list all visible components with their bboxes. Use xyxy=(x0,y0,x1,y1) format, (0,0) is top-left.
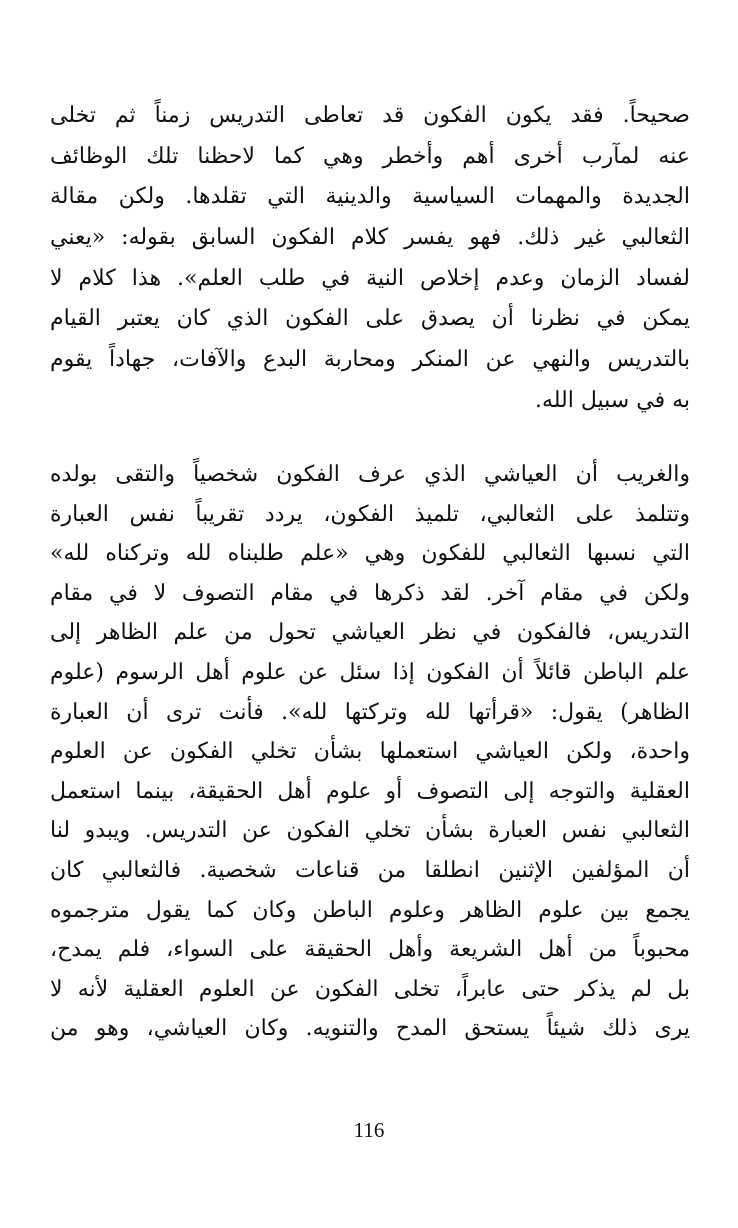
paragraph-2 xyxy=(50,455,690,1049)
paragraph-line: الثعالبي غير ذلك. فهو يفسر كلام الفكون السابق بقوله: «يعني xyxy=(50,225,690,251)
paragraph-line: العقلية والتوجه إلى التصوف أو علوم أهل الحقيقة، بينما استعمل xyxy=(50,778,690,804)
paragraph-line: صحيحاً. فقد يكون الفكون قد تعاطى التدريس زمناً ثم تخلى xyxy=(50,103,690,128)
paragraph-line: الجديدة والمهمات السياسية والدينية التي تقلدها. ولكن مقالة xyxy=(50,184,690,210)
paragraph-line: الثعالبي نفس العبارة بشأن تخلي الفكون عن التدريس. ويبدو لنا xyxy=(50,818,690,844)
paragraph-line: لفساد الزمان وعدم إخلاص النية في طلب العلم». هذا كلام لا xyxy=(50,265,690,291)
paragraph-line: واحدة، ولكن العياشي استعملها بشأن تخلي الفكون عن العلوم xyxy=(50,739,690,765)
paragraph-line: به في سبيل الله. xyxy=(534,387,690,413)
paragraph-line: محبوباً من أهل الشريعة وأهل الحقيقة على السواء، فلم يمدح، xyxy=(50,937,690,963)
paragraph-line: يمكن في نظرنا أن يصدق على الفكون الذي كان يعتبر القيام xyxy=(50,306,690,332)
paragraph-line: علم الباطن قائلاً أن الفكون إذا سئل عن علوم أهل الرسوم (علوم xyxy=(50,659,690,685)
page-number: 116 xyxy=(353,1118,385,1142)
paragraph-line: والغريب أن العياشي الذي عرف الفكون شخصياً والتقى بولده xyxy=(50,462,690,487)
paragraph-line: أن المؤلفين الإثنين انطلقا من قناعات شخصية. فالثعالبي كان xyxy=(50,857,690,883)
paragraph-1 xyxy=(50,96,690,422)
paragraph-line: وتتلمذ على الثعالبي، تلميذ الفكون، يردد تقريباً نفس العبارة xyxy=(50,501,690,527)
paragraph-line: يرى ذلك شيئاً يستحق المدح والتنويه. وكان العياشي، وهو من xyxy=(50,1016,690,1042)
paragraph-line: بل لم يذكر حتى عابراً، تخلى الفكون عن العلوم العقلية لأنه لا xyxy=(50,976,690,1002)
paragraph-line: الظاهر) يقول: «قرأتها لله وتركتها لله». فأنت ترى أن العبارة xyxy=(50,699,690,725)
paragraph-line: التدريس، فالفكون في نظر العياشي تحول من علم الظاهر إلى xyxy=(50,620,690,646)
paragraph-line: ولكن في مقام آخر. لقد ذكرها في مقام التصوف لا في مقام xyxy=(50,580,690,606)
paragraph-line: عنه لمآرب أخرى أهم وأخطر وهي كما لاحظنا تلك الوظائف xyxy=(50,143,690,169)
paragraph-line: بالتدريس والنهي عن المنكر ومحاربة البدع والآفات، جهاداً يقوم xyxy=(50,347,690,373)
paragraph-line: يجمع بين علوم الظاهر وعلوم الباطن وكان كما يقول مترجموه xyxy=(50,897,690,923)
paragraph-line: التي نسبها الثعالبي للفكون وهي «علم طلبناه لله وتركناه لله» xyxy=(50,541,690,567)
